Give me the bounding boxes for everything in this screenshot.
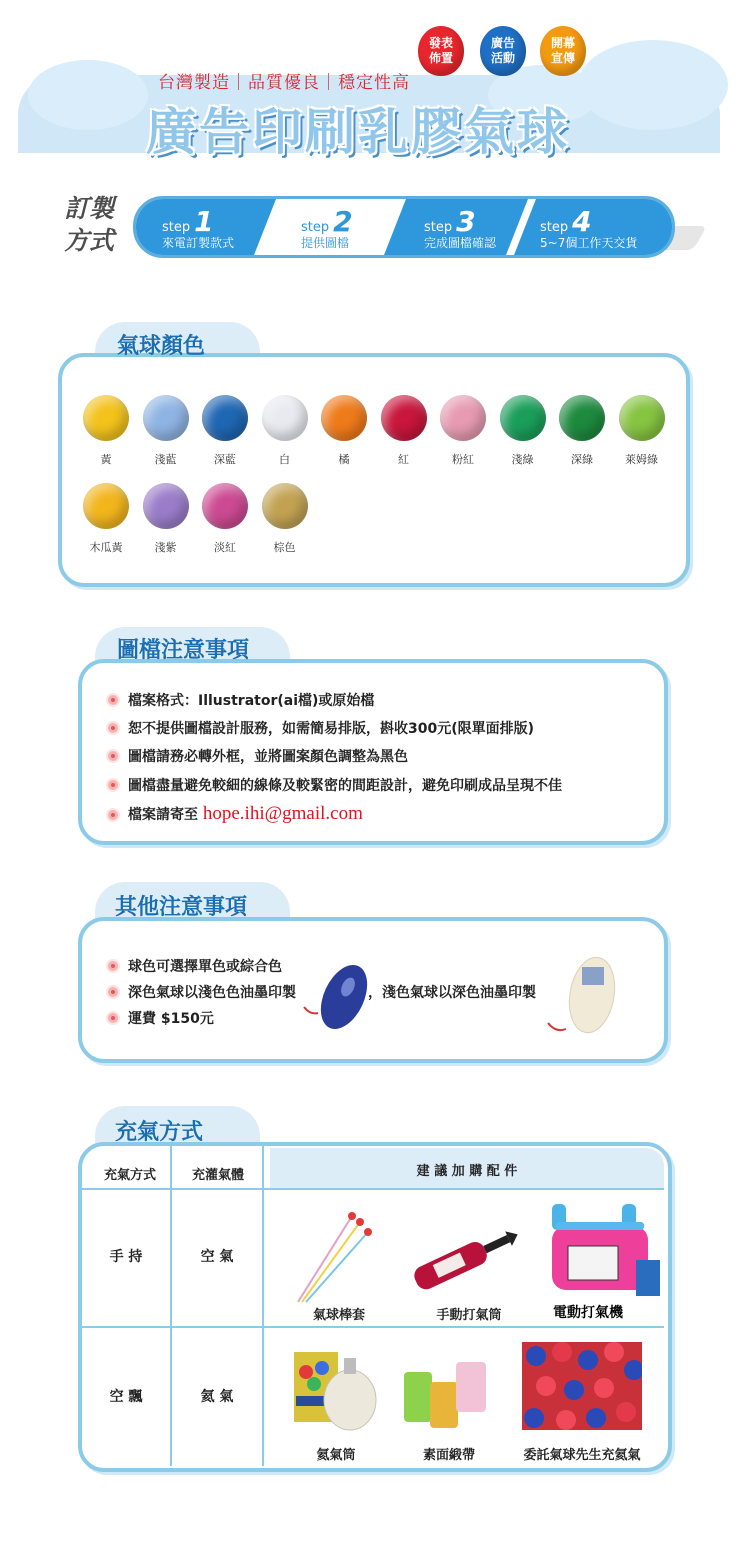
ordering-title: 訂製方式	[64, 194, 115, 255]
cloud-shape	[28, 60, 148, 130]
other-note: 球色可選擇單色或綜合色	[128, 959, 282, 975]
bullet-icon	[108, 695, 118, 705]
header-gas: 充灌氣體	[191, 1168, 244, 1183]
color-swatch	[321, 395, 367, 441]
steps-bar	[133, 196, 675, 258]
step-3: step 3 完成圖檔確認	[424, 205, 497, 250]
item-caption: 委託氣球先生充氦氣	[523, 1448, 641, 1463]
electric-pump-image	[542, 1196, 666, 1306]
color-swatch-label: 深藍	[214, 453, 236, 466]
row2-method: 空 飄	[109, 1389, 143, 1405]
color-swatch-label: 棕色	[273, 541, 296, 554]
artwork-note: 檔案格式：Illustrator(ai檔)或原始檔	[128, 693, 375, 709]
color-swatch	[381, 395, 427, 441]
banner-tagline: 台灣製造｜品質優良｜穩定性高	[158, 73, 410, 93]
artwork-note: 恕不提供圖檔設計服務，如需簡易排版，斟收300元(限單面排版)	[128, 721, 535, 737]
step-4: step 4 5~7個工作天交貨	[540, 205, 638, 250]
row-divider	[82, 1326, 664, 1328]
banner-title: 廣告印刷乳膠氣球	[146, 103, 570, 161]
header-method: 充氣方式	[103, 1168, 156, 1183]
row1-gas: 空 氣	[200, 1249, 234, 1265]
color-swatch	[202, 395, 248, 441]
badge-advertising: 廣告活動	[480, 26, 526, 76]
column-divider	[170, 1146, 172, 1466]
badge-display: 發表佈置	[418, 26, 464, 76]
row2-gas: 氦 氣	[200, 1389, 234, 1405]
row-divider	[82, 1188, 664, 1190]
ribbon-spools-image	[400, 1352, 492, 1432]
color-swatch	[202, 483, 248, 529]
step-2: step 2 提供圖檔	[301, 205, 353, 250]
row1-method: 手 持	[109, 1249, 143, 1265]
colors-heading: 氣球顏色	[117, 334, 206, 359]
color-swatch	[619, 395, 665, 441]
item-caption: 氦氣筒	[316, 1448, 356, 1463]
header-banner	[18, 20, 720, 161]
color-swatch-label: 淺綠	[511, 453, 534, 466]
bullet-icon	[108, 723, 118, 733]
color-swatch-label: 淡紅	[214, 541, 236, 554]
badge-opening: 開幕宣傳	[540, 26, 586, 76]
artwork-heading: 圖檔注意事項	[117, 638, 250, 663]
color-swatch-label: 紅	[398, 453, 409, 466]
color-swatch	[440, 395, 486, 441]
email-prefix: 檔案請寄至	[128, 807, 198, 823]
color-swatch-label: 萊姆綠	[625, 453, 658, 466]
artwork-email-line	[128, 803, 363, 825]
color-swatch	[500, 395, 546, 441]
item-caption: 電動打氣機	[553, 1305, 623, 1321]
artwork-note: 圖檔請務必轉外框，並將圖案顏色調整為黑色	[128, 749, 408, 765]
bullet-icon	[108, 780, 118, 790]
other-note: ，淺色氣球以深色油墨印製	[368, 985, 536, 1001]
color-swatch	[143, 395, 189, 441]
other-heading: 其他注意事項	[115, 895, 248, 920]
header-accessories: 建 議 加 購 配 件	[416, 1164, 518, 1179]
other-note: 深色氣球以淺色色油墨印製	[128, 985, 296, 1001]
colors-panel	[58, 353, 690, 587]
color-swatch	[262, 395, 308, 441]
helium-service-image	[522, 1342, 642, 1430]
other-note: 運費 $150元	[128, 1011, 214, 1027]
bullet-icon	[108, 751, 118, 761]
hand-pump-image	[402, 1212, 522, 1302]
color-swatch	[262, 483, 308, 529]
bullet-icon	[108, 961, 118, 971]
bullet-icon	[108, 810, 118, 820]
color-swatch	[143, 483, 189, 529]
color-swatch-label: 橘	[338, 453, 350, 466]
color-swatch	[559, 395, 605, 441]
color-swatch-label: 黃	[100, 453, 112, 466]
step-1: step 1 來電訂製款式	[162, 205, 235, 250]
bullet-icon	[108, 1013, 118, 1023]
artwork-note: 圖檔盡量避免較細的線條及較緊密的間距設計，避免印刷成品呈現不佳	[128, 778, 562, 794]
color-swatch-label: 淺藍	[154, 453, 177, 466]
artwork-panel	[78, 659, 668, 845]
color-swatch-label: 淺紫	[154, 541, 177, 554]
cloud-shape	[578, 40, 728, 130]
printed-dark-balloon-image	[300, 957, 372, 1047]
bullet-icon	[108, 987, 118, 997]
other-panel	[78, 917, 668, 1063]
inflation-heading: 充氣方式	[115, 1120, 204, 1145]
color-swatch-label: 白	[279, 453, 290, 466]
color-swatch	[83, 395, 129, 441]
column-divider	[262, 1146, 264, 1466]
color-swatch-label: 粉紅	[452, 453, 474, 466]
helium-tank-image	[292, 1338, 382, 1438]
item-caption: 素面緞帶	[422, 1448, 475, 1463]
email-address: hope.ihi@gmail.com	[202, 803, 363, 824]
color-swatch-label: 深綠	[571, 453, 593, 466]
color-swatch-label: 木瓜黃	[89, 541, 123, 554]
color-swatch	[83, 483, 129, 529]
item-caption: 手動打氣筒	[436, 1308, 502, 1323]
item-caption: 氣球棒套	[312, 1308, 365, 1323]
printed-light-balloon-image	[542, 951, 622, 1047]
inflation-table	[78, 1142, 672, 1472]
balloon-stick-image	[292, 1206, 372, 1306]
